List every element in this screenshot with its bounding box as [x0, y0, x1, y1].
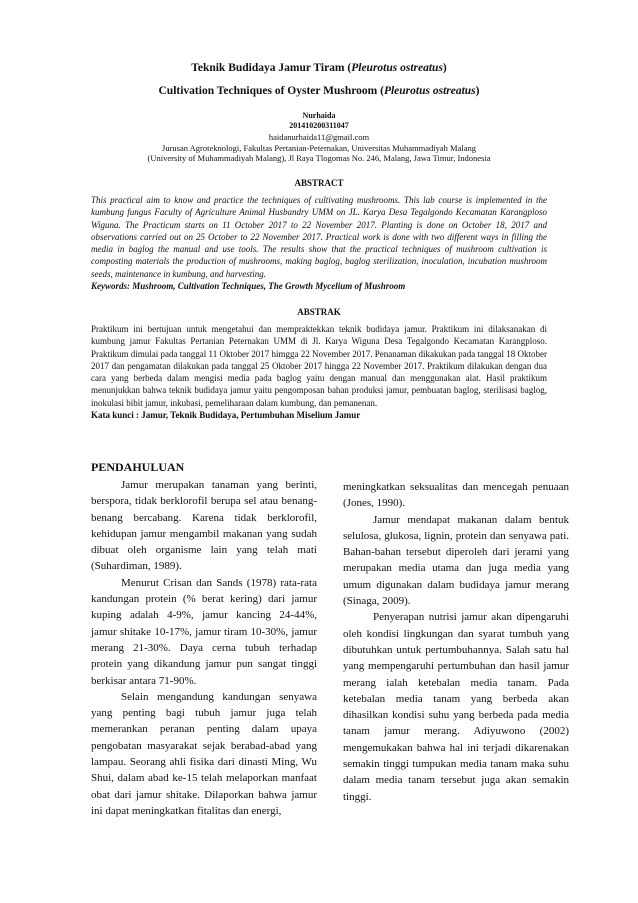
abstract-indonesian: [91, 323, 547, 421]
right-paragraph-continued: meningkatkan seksualitas dan mencegah penuaan (Jones, 1990).: [343, 481, 569, 510]
introduction-heading: PENDAHULUAN: [91, 460, 185, 474]
affiliation-indonesian: Jurusan Agroteknologi, Fakultas Pertanian-Peternakan, Universitas Muhammadiyah Malang: [162, 142, 476, 153]
author-name: Nurhaida: [302, 111, 336, 120]
abstract-english: [91, 194, 547, 292]
right-paragraph: Penyerapan nutrisi jamur akan dipengaruhi oleh kondisi lingkungan dan syarat tumbuh yang dibutuhkan untuk pertumbuhannya. Salah satu hal yang mempengaruhi pertumbuhan dan hasil jamur merang ialah ketebalan media tanam. Pada ketebalan media tanam yang berbeda akan dihasilkan kondisi suhu yang berbeda pada media tanam jamur merang. Adiyuwono (2002) mengemukakan bahwa hal ini terjadi dikarenakan semakin tinggi tumpukan media tanam maka suhu dalam media tanam tersebut juga akan semakin tinggi.: [343, 611, 569, 803]
author-block: [0, 111, 638, 131]
author-email[interactable]: haidanurhaida11@gmail.com: [268, 132, 370, 142]
title-indonesian-latin: Pleurotus ostreatus: [351, 62, 443, 74]
affiliation-english: (University of Muhammadiyah Malang), Jl Raya Tlogomas No. 246, Malang, Jawa Timur, Indonesia: [147, 153, 491, 163]
left-paragraph: Menurut Crisan dan Sands (1978) rata-rata kandungan protein (% berat kering) dari jamur kuping adalah 4-9%, jamur kancing 24-44%, jamur shitake 10-17%, jamur tiram 10-30%, jamur merang 21-30%. Daya cerna tubuh terhadap protein yang dikandung jamur pun sangat tinggi berkisar antara 71-90%.: [91, 576, 317, 687]
keywords-english: Keywords: Mushroom, Cultivation Techniques, The Growth Mycelium of Mushroom: [91, 281, 406, 292]
abstrak-heading: ABSTRAK: [297, 307, 341, 317]
keywords-indonesian: Kata kunci : Jamur, Teknik Budidaya, Pertumbuhan Miselium Jamur: [91, 410, 361, 421]
title-english-latin: Pleurotus ostreatus: [383, 85, 476, 97]
abstract-heading: ABSTRACT: [294, 178, 344, 188]
left-column: [91, 477, 317, 819]
title-indonesian: Teknik Budidaya Jamur Tiram (Pleurotus ostreatus): [191, 62, 447, 74]
right-column: [343, 479, 569, 805]
abstract-english-text: This practical aim to know and practice the techniques of cultivating mushrooms. This lab course is implemented in the kumbung fungus Faculty of Agriculture Animal Husbandry UMM on JL. Karya Desa Tegalgondo Kecamatan Karangploso Wiguna. The Practicum starts on 11 October 2017 to 22 November 2017. Planting is done on October 18, 2017 and observations carried out on 25 October to 22 November 2017. Practical work is done with two different ways in filling the media in baglog the manual and use tools. The results show that the practical techniques of mushroom cultivation is composting materials the production of mushrooms, making baglog, baglog sterilization, inoculation, incubation mushroom seeds, maintenance in kumbung, and harvesting.: [91, 195, 547, 279]
left-paragraph: Jamur merupakan tanaman yang berinti, berspora, tidak berklorofil berupa sel atau benang-benang bercabang. Karena tidak berklorofil, kehidupan jamur mengambil makanan yang sudah dibuat oleh organisme lain yang telah mati (Suhardiman, 1989).: [91, 479, 317, 573]
abstract-indonesian-text: Praktikum ini bertujuan untuk mengetahui dan mempraktekkan teknik budidaya jamur. Praktikum ini dilaksanakan di kumbung jamur Fakultas Pertanian Peternakan UMM di Jl. Karya Wiguna Desa Tegalgondo Kecamatan Karangploso. Praktikum dimulai pada tanggal 11 Oktober 2017 himgga 22 November 2017. Penanaman dikakukan pada tanggal 18 Oktober 2017 dan pengamatan dilakukan pada tanggal 25 Oktober 2017 hingga 22 November 2017. Praktikum dilakukan dengan dua cara yang berbeda dalam mengisi media pada baglog yaitu dengan manual dan menggunakan alat. Hasil praktikum menunjukkan bahwa teknik budidaya jamur yaitu pengomposan bahan produksi jamur, pembuatan baglog, sterilisasi baglog, inokulasi bibit jamur, inkubasi, pemeliharaan dalam kumbung, dan pemanenan.: [91, 324, 547, 408]
author-nim: 201410200311047: [289, 121, 349, 130]
affiliation-block: [0, 132, 638, 164]
right-paragraph: Jamur mendapat makanan dalam bentuk selulosa, glukosa, lignin, protein dan senyawa pati. Bahan-bahan tersebut diperoleh dari jerami yang merupakan media utama dan juga media yang umum digunakan dalam budidaya jamur merang (Sinaga, 2009).: [343, 513, 569, 608]
title-english: Cultivation Techniques of Oyster Mushroom (Pleurotus ostreatus): [158, 85, 480, 97]
left-paragraph: Selain mengandung kandungan senyawa yang penting bagi tubuh jamur juga telah memerankan peranan penting dalam upaya pengobatan masyarakat sejak berabad-abad yang lampau. Seorang ahli fisika dari dinasti Ming, Wu Shui, dalam abad ke-15 telah melaporkan manfaat obat dari jamur shitake. Dilaporkan bahwa jamur ini dapat meningkatkan fitalitas dan energi,: [91, 690, 317, 817]
